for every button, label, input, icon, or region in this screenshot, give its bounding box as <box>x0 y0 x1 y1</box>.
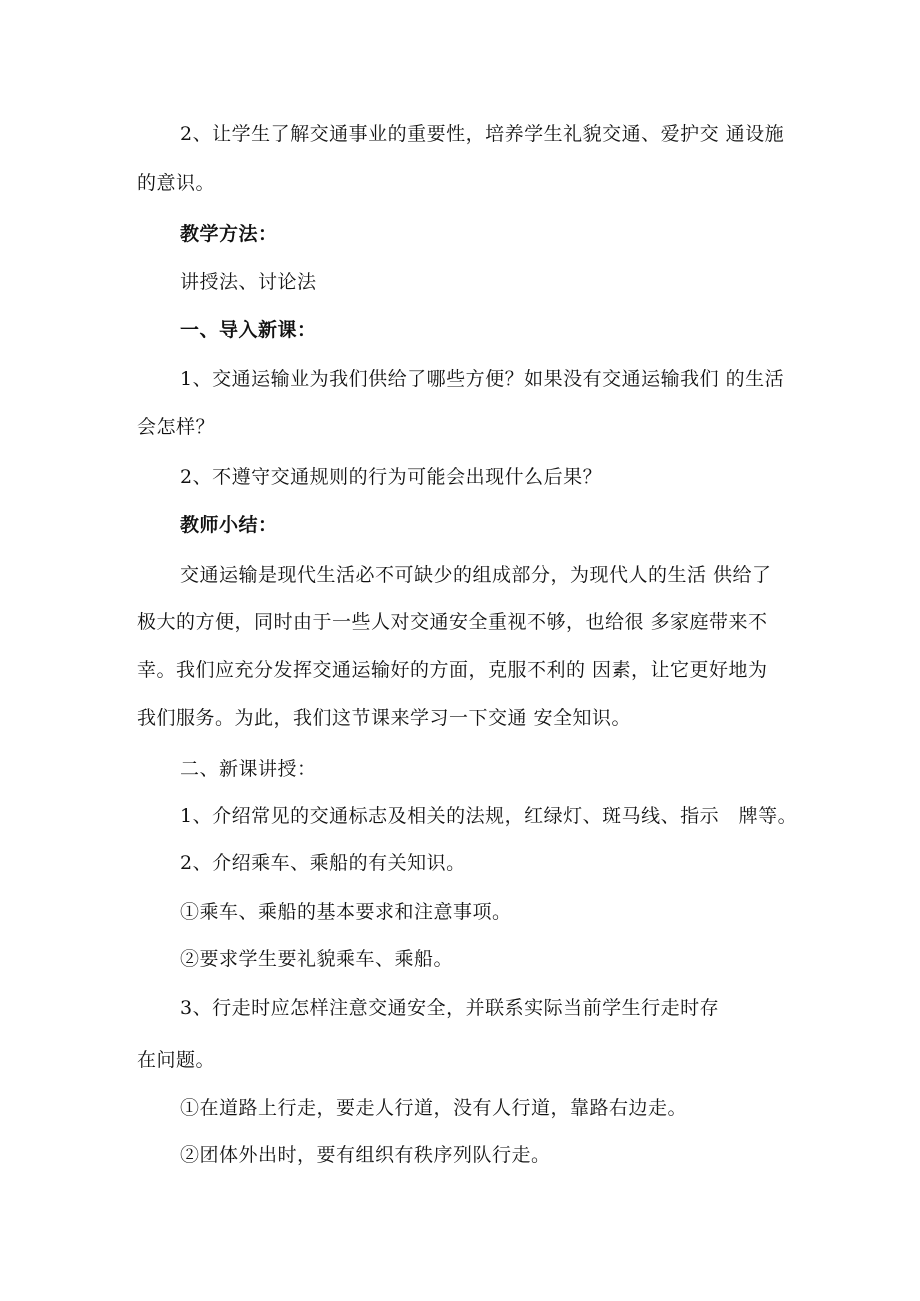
summary-heading: 教师小结： <box>180 514 278 536</box>
item-1: 1、介绍常见的交通标志及相关的法规，红绿灯、斑马线、指示 牌等。 <box>180 805 798 827</box>
summary-line-4: 我们服务。为此，我们这节课来学习一下交通 安全知识。 <box>137 707 632 729</box>
question-2: 2、不遵守交通规则的行为可能会出现什么后果？ <box>180 466 603 488</box>
question-1-line-1: 1、交通运输业为我们供给了哪些方便？如果没有交通运输我们 的生活 <box>180 368 785 390</box>
item-3-sub-a: ①在道路上行走，要走人行道，没有人行道，靠路右边走。 <box>180 1097 688 1119</box>
item-2: 2、介绍乘车、乘船的有关知识。 <box>180 852 466 874</box>
item-3-line-1: 3、行走时应怎样注意交通安全，并联系实际当前学生行走时存 <box>180 997 720 1019</box>
section-2-heading: 二、新课讲授： <box>180 758 317 780</box>
item-3-sub-b: ②团体外出时，要有组织有秩序列队行走。 <box>180 1144 551 1166</box>
summary-line-2: 极大的方便，同时由于一些人对交通安全重视不够，也给很 多家庭带来不 <box>137 611 768 633</box>
goal-2-line-2: 的意识。 <box>137 172 216 194</box>
section-1-heading: 一、导入新课： <box>180 319 317 341</box>
question-1-line-2: 会怎样？ <box>137 416 216 438</box>
methods-text: 讲授法、讨论法 <box>180 271 317 293</box>
item-2-sub-a: ①乘车、乘船的基本要求和注意事项。 <box>180 901 512 923</box>
item-3-line-2: 在问题。 <box>137 1049 216 1071</box>
summary-line-3: 幸。我们应充分发挥交通运输好的方面，克服不利的 因素，让它更好地为 <box>137 659 768 681</box>
methods-heading: 教学方法： <box>180 223 278 245</box>
goal-2-line-1: 2、让学生了解交通事业的重要性，培养学生礼貌交通、爱护交 通设施 <box>180 123 785 145</box>
item-2-sub-b: ②要求学生要礼貌乘车、乘船。 <box>180 948 454 970</box>
summary-line-1: 交通运输是现代生活必不可缺少的组成部分，为现代人的生活 供给了 <box>180 564 772 586</box>
